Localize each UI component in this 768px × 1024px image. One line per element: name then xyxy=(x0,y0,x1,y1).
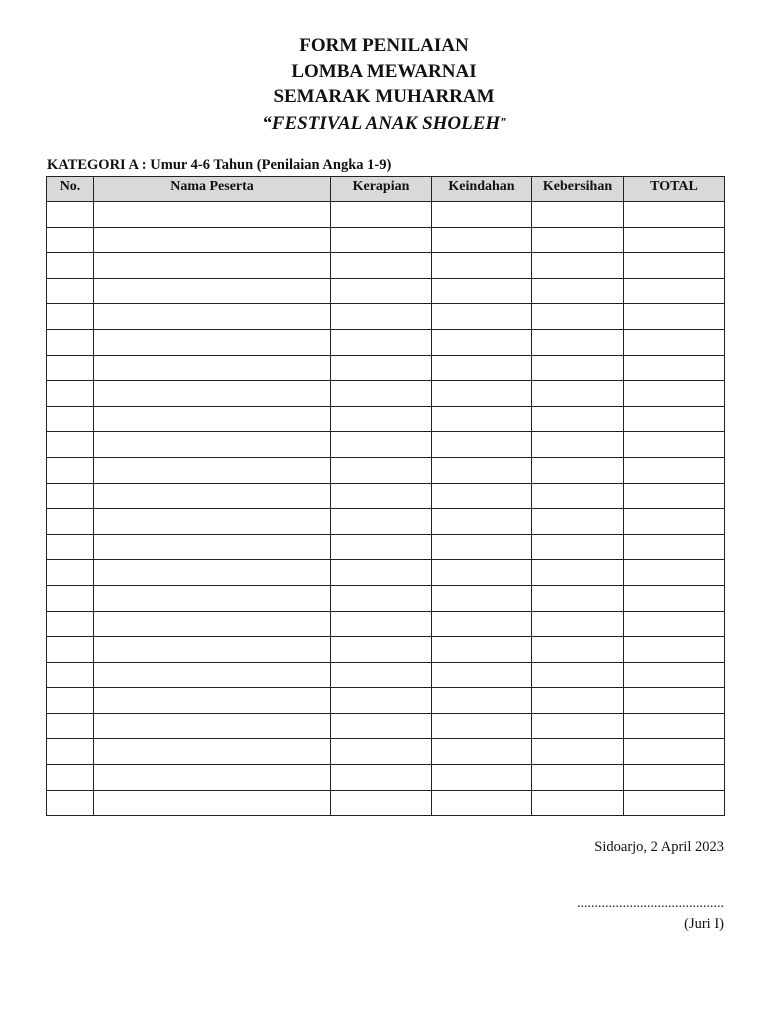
cell-kerapian[interactable] xyxy=(331,227,432,253)
cell-no[interactable] xyxy=(47,534,94,560)
cell-kerapian[interactable] xyxy=(331,329,432,355)
cell-total[interactable] xyxy=(624,329,725,355)
cell-total[interactable] xyxy=(624,483,725,509)
table-row xyxy=(47,227,725,253)
table-row xyxy=(47,278,725,304)
table-row xyxy=(47,329,725,355)
cell-name[interactable] xyxy=(94,355,331,381)
cell-total[interactable] xyxy=(624,765,725,791)
table-row xyxy=(47,765,725,791)
cell-keindahan[interactable] xyxy=(432,688,532,714)
cell-kebersihan[interactable] xyxy=(532,457,624,483)
table-row xyxy=(47,509,725,535)
cell-kerapian[interactable] xyxy=(331,381,432,407)
cell-kebersihan[interactable] xyxy=(532,560,624,586)
cell-kebersihan[interactable] xyxy=(532,406,624,432)
cell-no[interactable] xyxy=(47,637,94,663)
table-header-row xyxy=(47,177,725,202)
cell-keindahan[interactable] xyxy=(432,227,532,253)
cell-name[interactable] xyxy=(94,688,331,714)
column-header-total: TOTAL xyxy=(624,177,725,202)
cell-no[interactable] xyxy=(47,406,94,432)
table-row xyxy=(47,432,725,458)
cell-kerapian[interactable] xyxy=(331,688,432,714)
cell-kebersihan[interactable] xyxy=(532,739,624,765)
cell-kerapian[interactable] xyxy=(331,765,432,791)
cell-name[interactable] xyxy=(94,509,331,535)
table-row xyxy=(47,560,725,586)
cell-kerapian[interactable] xyxy=(331,662,432,688)
place-date: Sidoarjo, 2 April 2023 xyxy=(594,839,724,855)
cell-total[interactable] xyxy=(624,304,725,330)
cell-total[interactable] xyxy=(624,381,725,407)
cell-no[interactable] xyxy=(47,483,94,509)
cell-kerapian[interactable] xyxy=(331,457,432,483)
cell-keindahan[interactable] xyxy=(432,739,532,765)
cell-total[interactable] xyxy=(624,227,725,253)
cell-name[interactable] xyxy=(94,202,331,228)
table-row xyxy=(47,637,725,663)
table-row xyxy=(47,611,725,637)
cell-no[interactable] xyxy=(47,611,94,637)
cell-name[interactable] xyxy=(94,739,331,765)
table-row xyxy=(47,406,725,432)
cell-no[interactable] xyxy=(47,381,94,407)
cell-no[interactable] xyxy=(47,790,94,816)
cell-no[interactable] xyxy=(47,304,94,330)
signature-line: .......................................... xyxy=(577,896,724,911)
cell-total[interactable] xyxy=(624,585,725,611)
cell-total[interactable] xyxy=(624,611,725,637)
cell-keindahan[interactable] xyxy=(432,509,532,535)
cell-name[interactable] xyxy=(94,534,331,560)
cell-kerapian[interactable] xyxy=(331,355,432,381)
category-label: KATEGORI A : Umur 4-6 Tahun (Penilaian Angka 1-9) xyxy=(47,157,392,173)
cell-keindahan[interactable] xyxy=(432,381,532,407)
judge-label: (Juri I) xyxy=(684,916,724,932)
cell-keindahan[interactable] xyxy=(432,534,532,560)
cell-keindahan[interactable] xyxy=(432,432,532,458)
cell-total[interactable] xyxy=(624,713,725,739)
cell-keindahan[interactable] xyxy=(432,202,532,228)
cell-kebersihan[interactable] xyxy=(532,329,624,355)
cell-total[interactable] xyxy=(624,790,725,816)
cell-keindahan[interactable] xyxy=(432,662,532,688)
cell-no[interactable] xyxy=(47,585,94,611)
cell-total[interactable] xyxy=(624,406,725,432)
cell-kebersihan[interactable] xyxy=(532,355,624,381)
column-header-no: No. xyxy=(47,177,94,202)
cell-name[interactable] xyxy=(94,713,331,739)
festival-name: FESTIVAL ANAK SHOLEH xyxy=(271,112,501,134)
cell-kerapian[interactable] xyxy=(331,483,432,509)
cell-name[interactable] xyxy=(94,585,331,611)
cell-name[interactable] xyxy=(94,227,331,253)
table-row xyxy=(47,381,725,407)
cell-no[interactable] xyxy=(47,509,94,535)
cell-total[interactable] xyxy=(624,560,725,586)
table-row xyxy=(47,713,725,739)
cell-kerapian[interactable] xyxy=(331,534,432,560)
cell-kebersihan[interactable] xyxy=(532,509,624,535)
title-line-1: FORM PENILAIAN xyxy=(299,35,469,56)
cell-name[interactable] xyxy=(94,560,331,586)
title-line-3: SEMARAK MUHARRAM xyxy=(273,86,495,107)
cell-total[interactable] xyxy=(624,457,725,483)
cell-kerapian[interactable] xyxy=(331,560,432,586)
cell-no[interactable] xyxy=(47,202,94,228)
cell-keindahan[interactable] xyxy=(432,560,532,586)
cell-keindahan[interactable] xyxy=(432,483,532,509)
cell-total[interactable] xyxy=(624,534,725,560)
cell-no[interactable] xyxy=(47,739,94,765)
column-header-kerapian: Kerapian xyxy=(331,177,432,202)
cell-kerapian[interactable] xyxy=(331,406,432,432)
cell-total[interactable] xyxy=(624,739,725,765)
cell-name[interactable] xyxy=(94,381,331,407)
title-line-4 xyxy=(0,110,768,137)
cell-name[interactable] xyxy=(94,304,331,330)
cell-name[interactable] xyxy=(94,278,331,304)
cell-total[interactable] xyxy=(624,355,725,381)
cell-total[interactable] xyxy=(624,432,725,458)
cell-kebersihan[interactable] xyxy=(532,790,624,816)
cell-keindahan[interactable] xyxy=(432,355,532,381)
cell-no[interactable] xyxy=(47,253,94,279)
cell-kerapian[interactable] xyxy=(331,253,432,279)
cell-keindahan[interactable] xyxy=(432,585,532,611)
cell-kerapian[interactable] xyxy=(331,585,432,611)
cell-no[interactable] xyxy=(47,688,94,714)
cell-name[interactable] xyxy=(94,329,331,355)
cell-name[interactable] xyxy=(94,790,331,816)
title-line-2: LOMBA MEWARNAI xyxy=(291,60,477,82)
cell-name[interactable] xyxy=(94,406,331,432)
table-row xyxy=(47,457,725,483)
cell-keindahan[interactable] xyxy=(432,637,532,663)
table-row xyxy=(47,662,725,688)
table-row xyxy=(47,585,725,611)
cell-kebersihan[interactable] xyxy=(532,304,624,330)
cell-no[interactable] xyxy=(47,662,94,688)
cell-keindahan[interactable] xyxy=(432,611,532,637)
cell-kebersihan[interactable] xyxy=(532,483,624,509)
cell-no[interactable] xyxy=(47,765,94,791)
open-quote: “ xyxy=(262,112,272,134)
cell-kerapian[interactable] xyxy=(331,304,432,330)
cell-total[interactable] xyxy=(624,253,725,279)
cell-kebersihan[interactable] xyxy=(532,253,624,279)
cell-kebersihan[interactable] xyxy=(532,688,624,714)
cell-kerapian[interactable] xyxy=(331,790,432,816)
cell-name[interactable] xyxy=(94,457,331,483)
cell-keindahan[interactable] xyxy=(432,457,532,483)
cell-kebersihan[interactable] xyxy=(532,534,624,560)
score-table xyxy=(46,176,725,816)
cell-total[interactable] xyxy=(624,202,725,228)
cell-kebersihan[interactable] xyxy=(532,432,624,458)
column-header-keindahan: Keindahan xyxy=(432,177,532,202)
cell-keindahan[interactable] xyxy=(432,765,532,791)
cell-no[interactable] xyxy=(47,278,94,304)
cell-kebersihan[interactable] xyxy=(532,765,624,791)
table-row xyxy=(47,688,725,714)
close-quote: ” xyxy=(500,115,506,128)
cell-kerapian[interactable] xyxy=(331,278,432,304)
cell-name[interactable] xyxy=(94,662,331,688)
cell-kerapian[interactable] xyxy=(331,713,432,739)
cell-kebersihan[interactable] xyxy=(532,278,624,304)
cell-kebersihan[interactable] xyxy=(532,637,624,663)
cell-keindahan[interactable] xyxy=(432,253,532,279)
cell-no[interactable] xyxy=(47,457,94,483)
column-header-kebersihan: Kebersihan xyxy=(532,177,624,202)
cell-keindahan[interactable] xyxy=(432,304,532,330)
column-header-name: Nama Peserta xyxy=(94,177,331,202)
cell-name[interactable] xyxy=(94,765,331,791)
cell-total[interactable] xyxy=(624,509,725,535)
cell-total[interactable] xyxy=(624,662,725,688)
form-title-block xyxy=(0,33,768,136)
cell-keindahan[interactable] xyxy=(432,406,532,432)
cell-kerapian[interactable] xyxy=(331,739,432,765)
table-row xyxy=(47,304,725,330)
cell-name[interactable] xyxy=(94,253,331,279)
cell-total[interactable] xyxy=(624,278,725,304)
table-row xyxy=(47,483,725,509)
score-table-body xyxy=(47,202,725,816)
cell-kebersihan[interactable] xyxy=(532,585,624,611)
cell-no[interactable] xyxy=(47,355,94,381)
cell-name[interactable] xyxy=(94,611,331,637)
cell-name[interactable] xyxy=(94,637,331,663)
cell-no[interactable] xyxy=(47,329,94,355)
cell-name[interactable] xyxy=(94,432,331,458)
cell-kerapian[interactable] xyxy=(331,509,432,535)
cell-kerapian[interactable] xyxy=(331,432,432,458)
table-row xyxy=(47,739,725,765)
cell-kerapian[interactable] xyxy=(331,637,432,663)
cell-name[interactable] xyxy=(94,483,331,509)
table-row xyxy=(47,534,725,560)
cell-kebersihan[interactable] xyxy=(532,611,624,637)
cell-kebersihan[interactable] xyxy=(532,202,624,228)
cell-kerapian[interactable] xyxy=(331,202,432,228)
cell-kebersihan[interactable] xyxy=(532,227,624,253)
cell-kebersihan[interactable] xyxy=(532,662,624,688)
table-row xyxy=(47,253,725,279)
cell-keindahan[interactable] xyxy=(432,278,532,304)
cell-keindahan[interactable] xyxy=(432,790,532,816)
cell-kerapian[interactable] xyxy=(331,611,432,637)
cell-no[interactable] xyxy=(47,713,94,739)
cell-no[interactable] xyxy=(47,227,94,253)
table-row xyxy=(47,790,725,816)
table-row xyxy=(47,355,725,381)
cell-keindahan[interactable] xyxy=(432,329,532,355)
cell-total[interactable] xyxy=(624,688,725,714)
cell-no[interactable] xyxy=(47,560,94,586)
cell-no[interactable] xyxy=(47,432,94,458)
table-row xyxy=(47,202,725,228)
cell-keindahan[interactable] xyxy=(432,713,532,739)
cell-total[interactable] xyxy=(624,637,725,663)
cell-kebersihan[interactable] xyxy=(532,713,624,739)
cell-kebersihan[interactable] xyxy=(532,381,624,407)
